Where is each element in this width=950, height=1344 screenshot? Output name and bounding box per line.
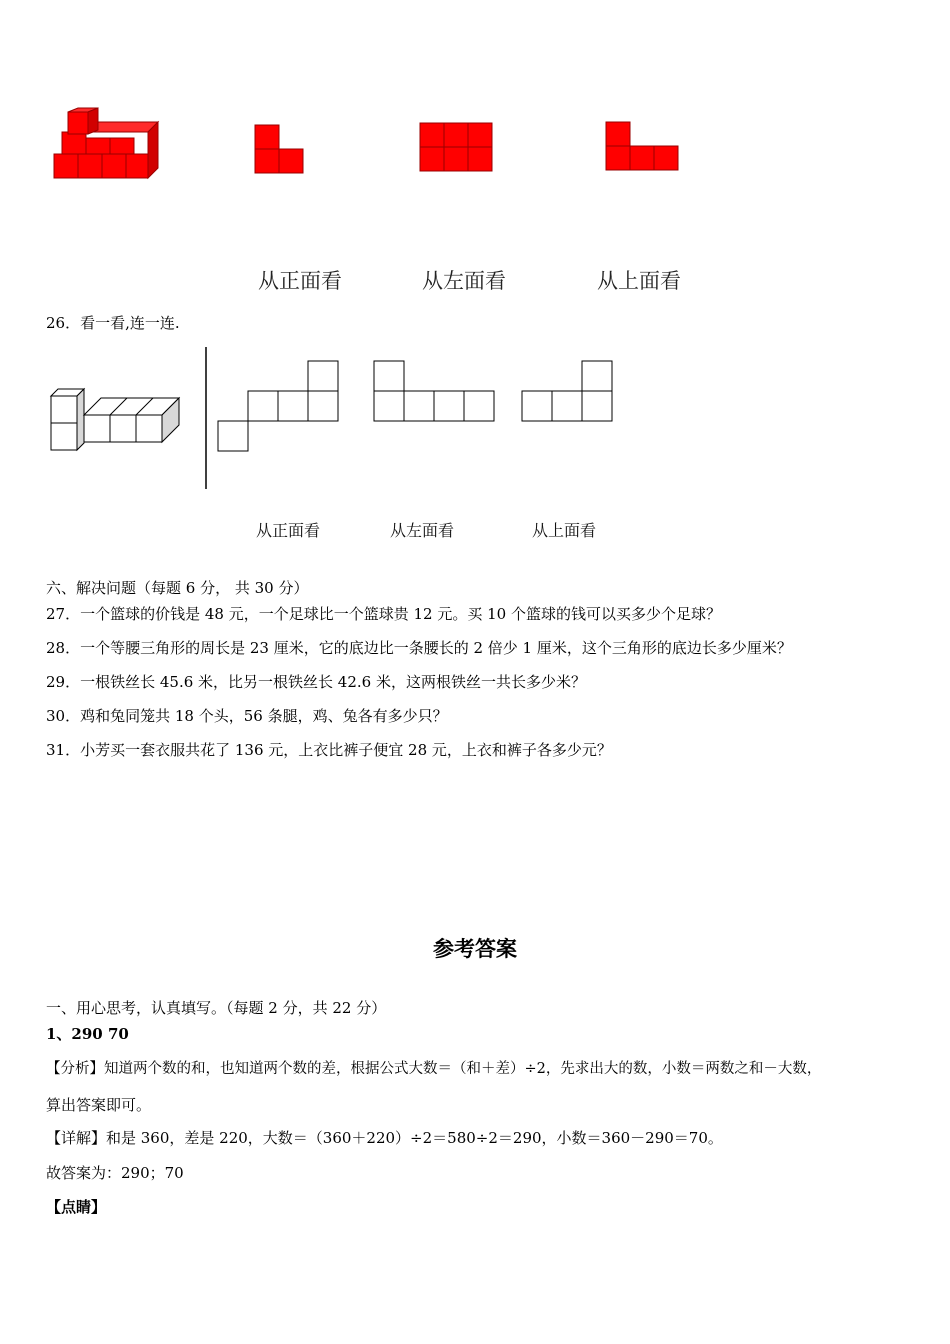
label-top-view-q26: 从上面看 xyxy=(532,521,597,540)
answers-section-1-heading: 一、用心思考，认真填写。（每题 2 分，共 22 分） xyxy=(46,999,387,1017)
grid-figure-a xyxy=(218,359,342,454)
answer-1-conclusion: 故答案为：290；70 xyxy=(46,1164,184,1182)
question-28: 28．一个等腰三角形的周长是 23 厘米，它的底边比一条腰长的 2 倍少 1 厘米，这个三角形的底边长多少厘米？ xyxy=(46,639,792,657)
answer-1-analysis-cont: 算出答案即可。 xyxy=(46,1096,152,1114)
answer-1-analysis: 【分析】知道两个数的和，也知道两个数的差，根据公式大数＝（和＋差）÷2，先求出大的数，小数＝两数之和－大数， xyxy=(46,1061,822,1077)
red-left-view-figure xyxy=(419,122,495,174)
answers-title: 参考答案 xyxy=(433,937,517,961)
label-top-view-top: 从上面看 xyxy=(597,269,681,293)
question-30: 30．鸡和兔同笼共 18 个头，56 条腿，鸡、兔各有多少只？ xyxy=(46,707,448,725)
question-31: 31．小芳买一套衣服共花了 136 元，上衣比裤子便宜 28 元，上衣和裤子各多少元？ xyxy=(46,741,612,759)
answer-1: 1、290 70 xyxy=(46,1025,129,1043)
red-top-view-figure xyxy=(605,121,681,173)
grid-figure-b xyxy=(372,359,498,425)
label-front-view-top: 从正面看 xyxy=(258,269,342,293)
question-26: 26．看一看,连一连. xyxy=(46,314,180,332)
divider-line xyxy=(204,347,208,491)
label-left-view-q26: 从左面看 xyxy=(390,521,455,540)
section-6-heading: 六、解决问题（每题 6 分， 共 30 分） xyxy=(46,579,309,597)
question-29: 29．一根铁丝长 45.6 米，比另一根铁丝长 42.6 米，这两根铁丝一共长多少米？ xyxy=(46,673,586,691)
answer-1-detail: 【详解】和是 360，差是 220，大数＝（360＋220）÷2＝580÷2＝290，小数＝360－290＝70。 xyxy=(46,1129,723,1147)
red-front-view-figure xyxy=(254,124,306,176)
label-front-view-q26: 从正面看 xyxy=(256,521,321,540)
label-left-view-top: 从左面看 xyxy=(422,269,506,293)
cube-solid-figure-q26 xyxy=(48,386,184,456)
red-cube-solid-figure xyxy=(50,108,155,186)
answer-1-note: 【点睛】 xyxy=(46,1198,107,1216)
question-27: 27．一个篮球的价钱是 48 元，一个足球比一个篮球贵 12 元。买 10 个篮球的钱可以买多少个足球？ xyxy=(46,605,721,623)
grid-figure-c xyxy=(520,359,616,425)
